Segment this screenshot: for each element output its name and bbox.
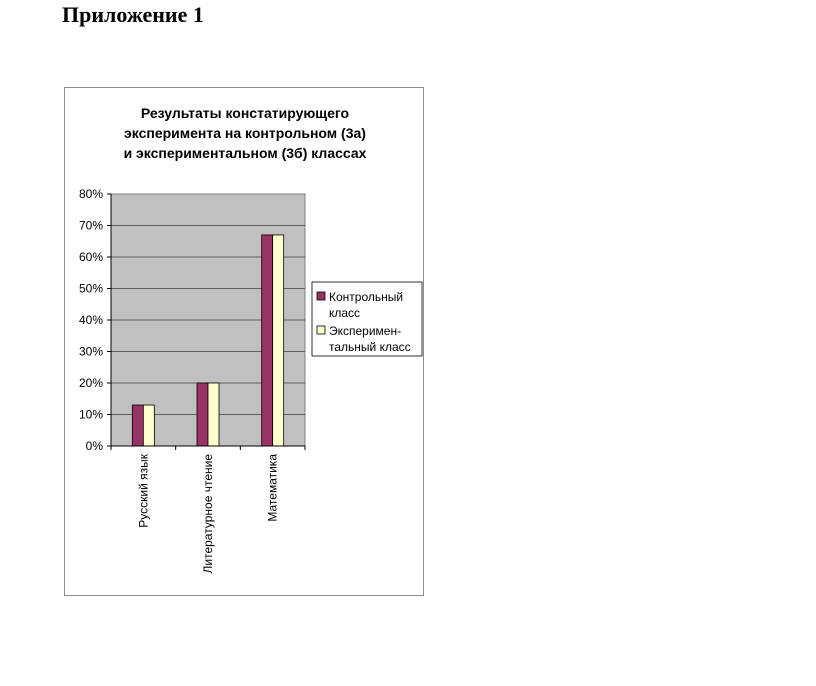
bar: [143, 405, 154, 446]
x-category-label: Математика: [265, 454, 280, 522]
x-category-label: Литературное чтение: [201, 454, 215, 574]
y-tick-label: 60%: [78, 250, 103, 264]
bar-chart: [65, 88, 425, 597]
legend-label-line: Эксперимен-: [329, 324, 402, 338]
legend-label-line: класс: [329, 306, 361, 320]
x-category-label: Русский язык: [136, 454, 151, 528]
chart-title-line: Результаты констатирующего: [140, 105, 350, 121]
bar: [262, 235, 273, 446]
y-tick-label: 10%: [78, 407, 103, 422]
chart-title: [124, 105, 367, 161]
chart-title-line: эксперимента на контрольном (3а): [124, 125, 366, 141]
bar: [208, 383, 219, 446]
legend: [312, 282, 422, 356]
y-tick-label: 50%: [78, 281, 103, 296]
bar: [197, 383, 208, 446]
y-tick-label: 40%: [78, 313, 103, 327]
y-tick-label: 30%: [78, 344, 103, 359]
y-tick-label: 80%: [78, 187, 103, 201]
bar: [273, 235, 284, 446]
legend-label-line: тальный класс: [329, 340, 411, 354]
y-tick-label: 20%: [78, 376, 103, 390]
chart-title-line: и экспериментальном (3б) классах: [123, 145, 367, 161]
legend-swatch: [317, 326, 325, 334]
bar: [132, 405, 143, 446]
y-tick-label: 0%: [85, 439, 103, 453]
legend-swatch: [317, 292, 325, 300]
legend-label-line: Контрольный: [329, 290, 404, 304]
y-tick-label: 70%: [78, 218, 103, 233]
y-axis: [79, 187, 111, 453]
chart-area: [64, 87, 424, 596]
page-heading: Приложение 1: [62, 2, 204, 27]
x-axis: [111, 446, 305, 573]
